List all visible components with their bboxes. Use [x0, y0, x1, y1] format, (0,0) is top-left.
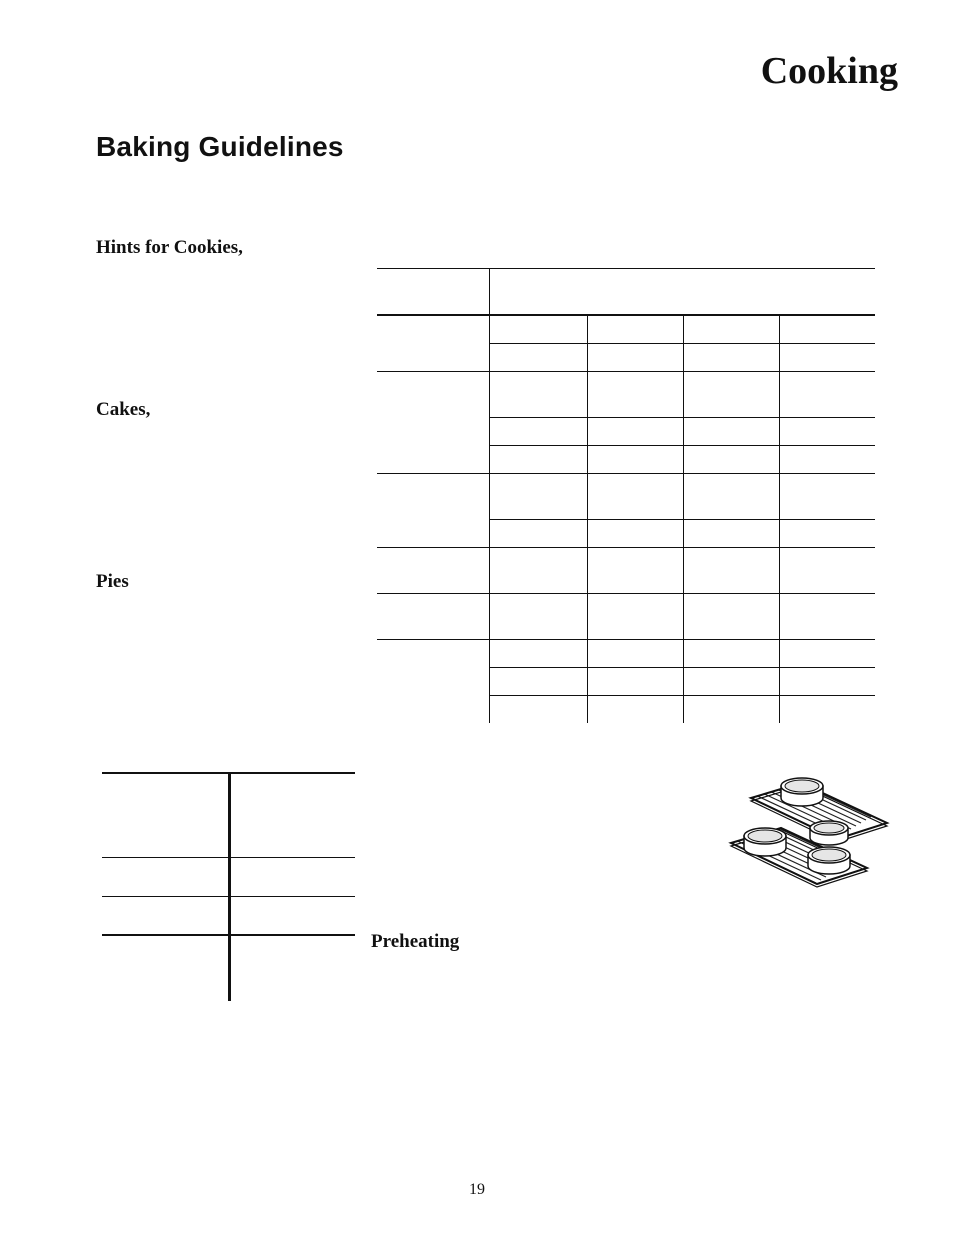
- page-heading: Baking Guidelines: [96, 131, 344, 162]
- subheading-cookies: Hints for Cookies,: [96, 237, 243, 258]
- page-number: 19: [469, 1181, 485, 1198]
- oven-racks-with-pans-icon: [728, 773, 890, 901]
- subheading-cakes: Cakes,: [96, 399, 151, 420]
- subheading-pies: Pies: [96, 571, 129, 592]
- section-title: Cooking: [760, 50, 898, 92]
- subheading-preheating: Preheating: [371, 931, 460, 952]
